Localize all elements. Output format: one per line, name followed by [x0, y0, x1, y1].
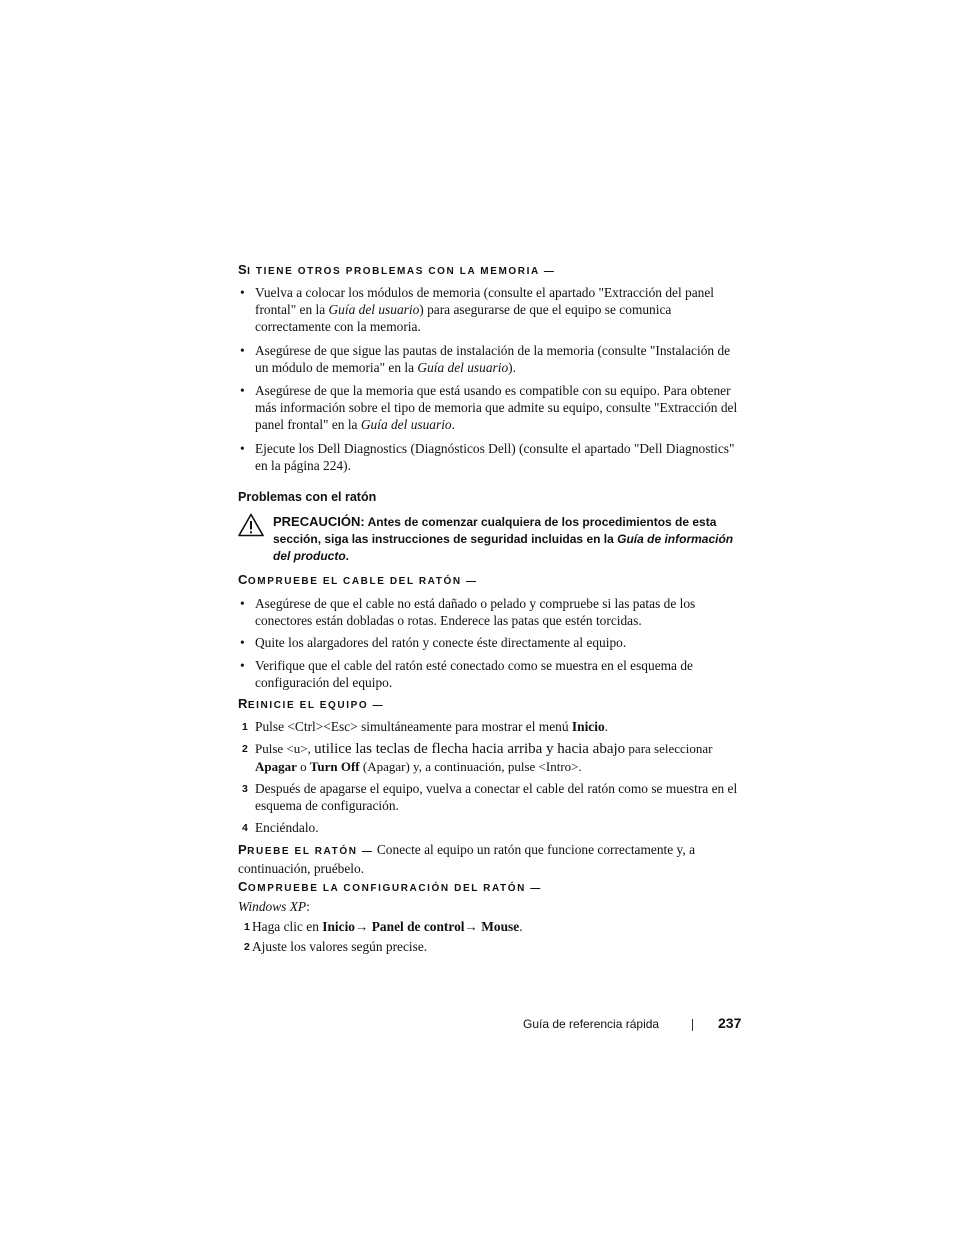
warning-triangle-icon [238, 513, 264, 537]
restart-step-1-text: Pulse <Ctrl><Esc> simultáneamente para mostrar el menú [255, 719, 572, 734]
windows-xp-colon: : [306, 899, 310, 914]
caution-text: Antes de comenzar cualquiera de los procedimientos de esta sección, siga las instrucciones de seguridad incluidas en la [273, 515, 717, 546]
list-item: • Asegúrese de que sigue las pautas de instalación de la memoria (consulte "Instalación de un módulo de memoria" en la Guía del usuario). [240, 343, 731, 375]
memory-bullet-1-end: ) para asegurarse de que el equipo se comunica correctamente con la memoria. [255, 302, 672, 334]
restart-step-2-o: o [296, 759, 310, 774]
restart-step-1-end: . [604, 719, 609, 734]
cable-heading-initial: C [238, 572, 248, 587]
step-number: 4 [242, 822, 248, 834]
arrow-right-icon: → [355, 919, 369, 934]
restart-step-2-turnoff: Turn Off [309, 759, 360, 774]
step-number: 1 [244, 921, 250, 933]
list-item: • Ejecute los Dell Diagnostics (Diagnósticos Dell) (consulte el apartado "Dell Diagnostics" en la página 224). [240, 441, 735, 473]
page-number: 237 [718, 1015, 742, 1031]
list-item: • Verifique que el cable del ratón esté conectado como se muestra en el esquema de configuración del equipo. [240, 657, 740, 691]
caution-notice [238, 513, 738, 565]
step-number: 1 [242, 721, 248, 733]
cable-heading-rest: OMPRUEBE EL CABLE DEL RATÓN — [247, 576, 478, 587]
memory-bullet-2-text: Asegúrese de que sigue las pautas de instalación de la memoria (consulte "Instalación de un módulo de memoria" en la [255, 343, 731, 375]
memory-bullet-1-italic: Guía del usuario [328, 302, 420, 317]
caution-end: . [345, 549, 350, 563]
list-item [244, 918, 744, 935]
test-mouse-text: Conecte al equipo un ratón que funcione correctamente y, a continuación, pruébelo. [238, 842, 696, 876]
list-item: • Vuelva a colocar los módulos de memoria (consulte el apartado "Extracción del panel frontal" en la Guía del usuario) para asegurarse de que el equipo se comunica correctamente con la memoria. [240, 285, 715, 334]
memory-bullet-3-text: Asegúrese de que la memoria que está usando es compatible con su equipo. Para obtener más información sobre el tipo de memoria que admite su equipo, consulte "Extracción del panel frontal" en la [255, 383, 738, 432]
caution-italic: Guía de información del producto [273, 532, 734, 563]
step-number: 2 [242, 743, 248, 755]
test-heading-initial: P [238, 842, 248, 857]
restart-step-2-text-b: para seleccionar [625, 741, 713, 756]
test-mouse-paragraph [238, 841, 728, 877]
list-item [244, 938, 744, 955]
windows-xp-text: Windows XP [238, 899, 307, 914]
config-heading-initial: C [238, 879, 248, 894]
list-item: • Quite los alargadores del ratón y conecte éste directamente al equipo. [240, 634, 740, 651]
config-step-1-end: . [519, 919, 523, 934]
cable-bullet-1-text: Asegúrese de que el cable no está dañado o pelado y compruebe si las patas de los conectores están dobladas o rotas. Enderece las patas que estén torcidas. [255, 596, 696, 628]
config-step-2-text: Ajuste los valores según precise. [252, 939, 428, 954]
restart-step-1-bold: Inicio [571, 719, 605, 734]
memory-bullet-3-end: . [451, 417, 455, 432]
config-step-1-mouse: Mouse [477, 919, 520, 934]
step-number: 3 [242, 783, 248, 795]
restart-heading-initial: R [238, 696, 248, 711]
memory-heading [238, 262, 555, 277]
restart-step-2-text: Pulse <u>, [255, 741, 315, 756]
config-heading-rest: OMPRUEBE LA CONFIGURACIÓN DEL RATÓN — [247, 883, 542, 894]
restart-step-3-text: Después de apagarse el equipo, vuelva a conectar el cable del ratón como se muestra en el esquema de configuración. [255, 781, 738, 813]
memory-bullet-1-text: Vuelva a colocar los módulos de memoria (consulte el apartado "Extracción del panel frontal" en la [255, 285, 715, 317]
memory-bullet-2-italic: Guía del usuario [417, 360, 509, 375]
memory-bullet-4-text: Ejecute los Dell Diagnostics (Diagnósticos Dell) (consulte el apartado "Dell Diagnostics" en la página 224). [255, 441, 735, 473]
list-item [242, 780, 742, 814]
memory-heading-initial: S [238, 262, 248, 277]
memory-bullet-2-end: ). [508, 360, 516, 375]
restart-step-4-text: Enciéndalo. [255, 820, 319, 835]
config-step-1-inicio: Inicio [322, 919, 356, 934]
restart-step-2-apagar: Apagar [255, 759, 297, 774]
footer-title: Guía de referencia rápida [523, 1017, 660, 1031]
list-item [242, 819, 742, 836]
memory-bullet-3-italic: Guía del usuario [360, 417, 452, 432]
restart-step-2-emph: utilice las teclas de flecha hacia arriba y hacia abajo [314, 741, 626, 757]
step-number: 2 [244, 941, 250, 953]
list-item: • Asegúrese de que el cable no está dañado o pelado y compruebe si las patas de los conectores están dobladas o rotas. Enderece las patas que estén torcidas. [240, 595, 740, 629]
restart-heading [238, 696, 384, 711]
windows-xp-label [238, 899, 310, 915]
test-heading-rest: RUEBE EL RATÓN — [247, 846, 374, 857]
cable-heading [238, 572, 478, 587]
cable-bullet-2-text: Quite los alargadores del ratón y conecte éste directamente al equipo. [255, 635, 627, 650]
memory-heading-rest: I TIENE OTROS PROBLEMAS CON LA MEMORIA — [247, 266, 556, 277]
list-item [242, 718, 742, 735]
config-step-1-text: Haga clic en [252, 919, 323, 934]
list-item: • Asegúrese de que la memoria que está usando es compatible con su equipo. Para obtener más información sobre el tipo de memoria que admite su equipo, consulte "Extracción del panel frontal" en la Guía del usuario. [240, 383, 738, 432]
restart-heading-rest: EINICIE EL EQUIPO — [247, 700, 385, 711]
mouse-problems-title: Problemas con el ratón [238, 490, 377, 504]
config-step-1-panel: Panel de control [368, 919, 465, 934]
config-heading [238, 879, 542, 894]
cable-bullet-3-text: Verifique que el cable del ratón esté conectado como se muestra en el esquema de configuración del equipo. [255, 658, 693, 690]
arrow-right-icon: → [464, 919, 478, 934]
caution-label: PRECAUCIÓN: [273, 514, 365, 529]
restart-step-2-end: (Apagar) y, a continuación, pulse <Intro>. [359, 759, 582, 774]
footer-separator [692, 1019, 693, 1031]
list-item [242, 740, 742, 775]
